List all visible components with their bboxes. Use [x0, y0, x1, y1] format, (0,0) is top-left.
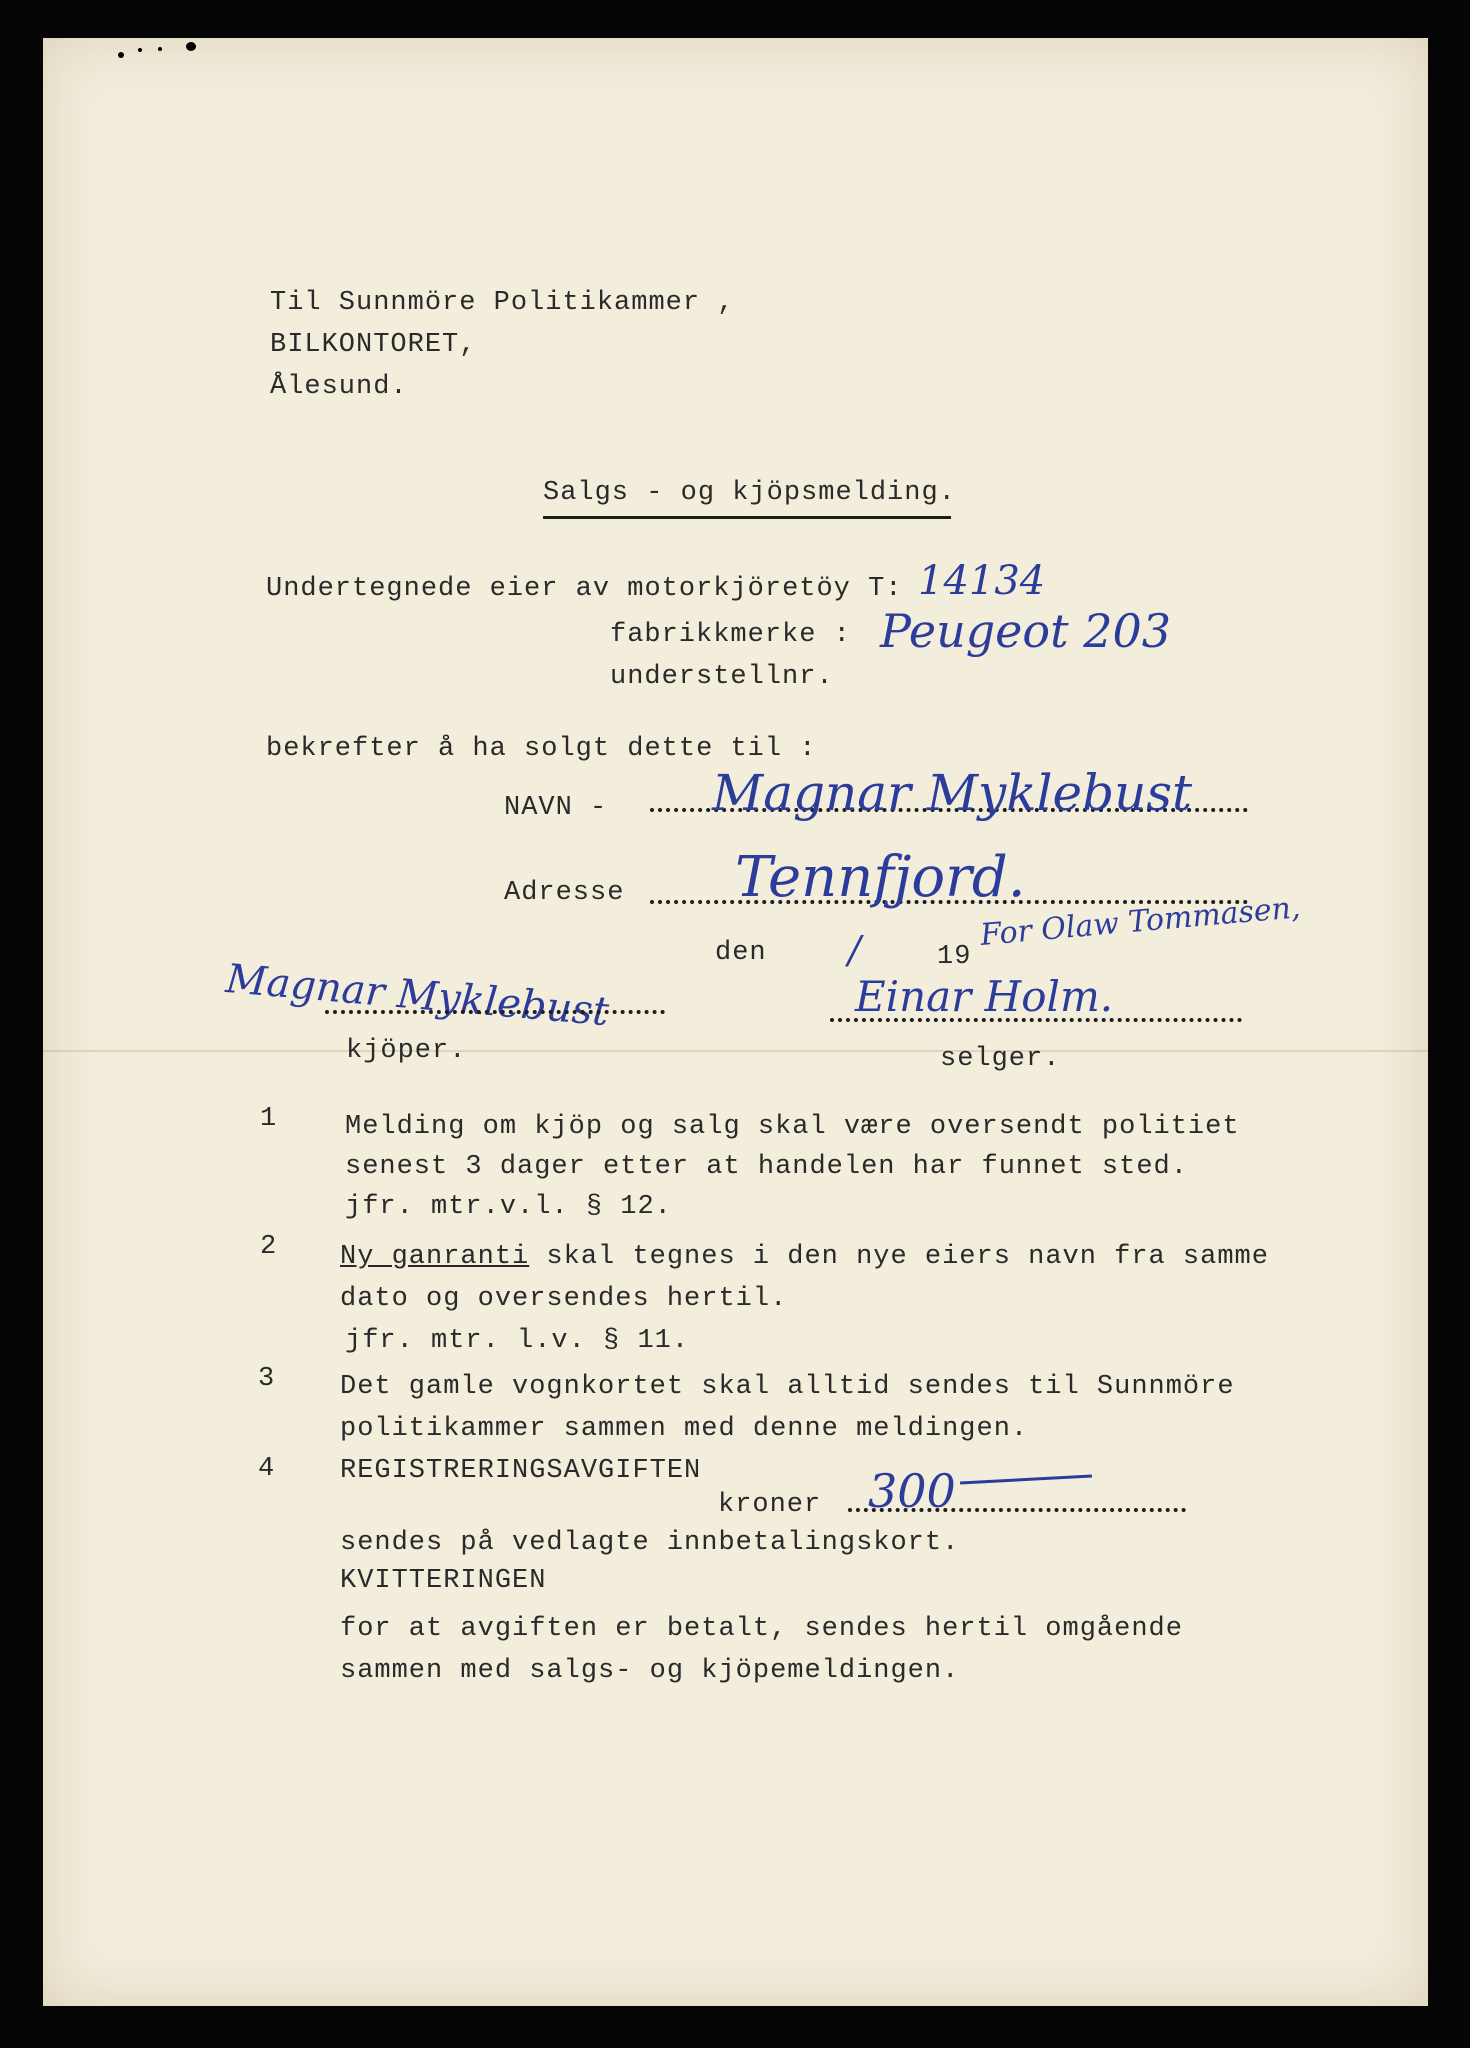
ink-speck — [118, 52, 124, 58]
instruction-3-line-1: Det gamle vognkortet skal alltid sendes til Sunnmöre — [340, 1372, 1235, 1402]
addressee-line-2: BILKONTORET, — [270, 330, 477, 360]
instruction-2-line-2: dato og oversendes hertil. — [340, 1284, 788, 1314]
instruction-1-line-2: senest 3 dager etter at handelen har funnet sted. — [345, 1152, 1188, 1182]
ink-speck — [158, 47, 162, 51]
instruction-4-line-3: for at avgiften er betalt, sendes hertil omgående — [340, 1614, 1183, 1644]
owner-label: Undertegnede eier av motorkjöretöy T: — [266, 574, 903, 604]
chassis-label: understellnr. — [610, 662, 834, 692]
address-value: Tennfjord. — [735, 845, 1026, 910]
year-prefix: 19 — [937, 942, 972, 972]
document-title: Salgs - og kjöpsmelding. — [543, 478, 956, 508]
instruction-3-line-2: politikammer sammen med denne meldingen. — [340, 1414, 1029, 1444]
kroner-label: kroner — [718, 1490, 822, 1520]
seller-signature: Einar Holm. — [855, 972, 1114, 1021]
kroner-value: 300 — [868, 1464, 956, 1518]
registration-number: 14134 — [918, 558, 1046, 604]
instruction-1-line-1: Melding om kjöp og salg skal være oversendt politiet — [345, 1112, 1240, 1142]
instruction-number: 2 — [260, 1232, 277, 1262]
instruction-2-line-1 — [340, 1242, 1269, 1272]
instruction-4-line-2: KVITTERINGEN — [340, 1566, 547, 1596]
name-label: NAVN - — [504, 793, 608, 823]
date-slash: / — [848, 928, 861, 972]
instruction-2-line-1-rest: skal tegnes i den nye eiers navn fra samme — [529, 1242, 1269, 1272]
make-value: Peugeot 203 — [880, 604, 1172, 658]
addressee-line-1: Til Sunnmöre Politikammer , — [270, 288, 735, 318]
buyer-label: kjöper. — [346, 1036, 467, 1066]
seller-note: For Olaw Tommasen, — [978, 890, 1302, 953]
buyer-name-value: Magnar Myklebust — [712, 764, 1193, 822]
seller-label: selger. — [940, 1044, 1061, 1074]
instruction-number: 3 — [258, 1364, 275, 1394]
seller-signature-line — [830, 1018, 1242, 1022]
ink-speck — [186, 42, 196, 51]
address-label: Adresse — [504, 878, 625, 908]
instruction-4-line-4: sammen med salgs- og kjöpemeldingen. — [340, 1656, 960, 1686]
instruction-number: 4 — [258, 1454, 275, 1484]
buyer-signature: Magnar Myklebust — [223, 956, 611, 1036]
ink-speck — [138, 48, 142, 52]
instruction-1-line-3: jfr. mtr.v.l. § 12. — [345, 1192, 672, 1222]
guarantee-underlined: Ny ganranti — [340, 1242, 530, 1272]
title-underline — [543, 516, 951, 519]
make-label: fabrikkmerke : — [610, 620, 851, 650]
instruction-4-line-1: sendes på vedlagte innbetalingskort. — [340, 1528, 960, 1558]
document-page — [43, 38, 1428, 2006]
confirm-text: bekrefter å ha solgt dette til : — [266, 734, 817, 764]
buyer-signature-line — [325, 1010, 665, 1014]
page-fold-line — [43, 1050, 1428, 1052]
instruction-2-line-3: jfr. mtr. l.v. § 11. — [345, 1326, 690, 1356]
addressee-line-3: Ålesund. — [270, 372, 408, 402]
date-label: den — [715, 938, 767, 968]
registration-fee-heading: REGISTRERINGSAVGIFTEN — [340, 1456, 702, 1486]
instruction-number: 1 — [260, 1104, 277, 1134]
